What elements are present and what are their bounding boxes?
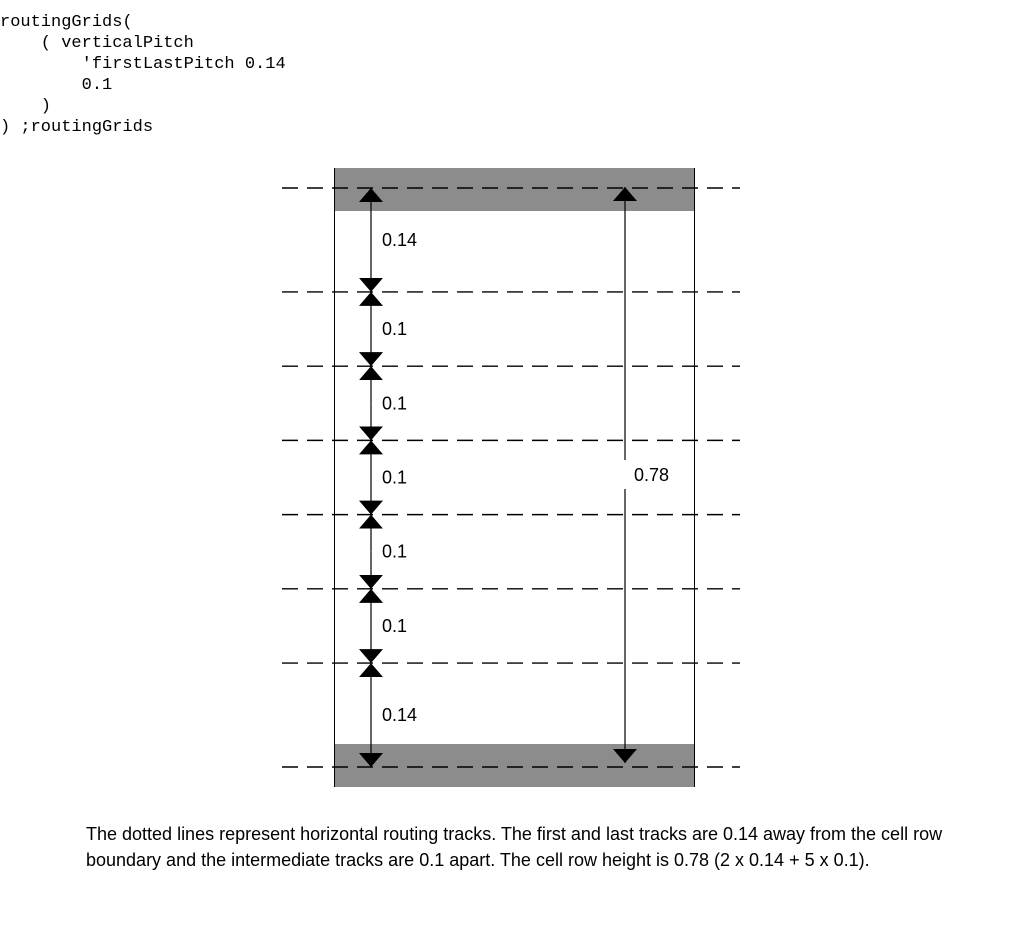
spacing-label: 0.1 bbox=[382, 467, 408, 488]
spacing-dimension bbox=[371, 515, 407, 589]
spacing-label: 0.1 bbox=[382, 615, 408, 636]
spacing-label: 0.14 bbox=[382, 705, 418, 726]
cell-row-bottom-boundary bbox=[334, 744, 695, 787]
spacing-label: 0.1 bbox=[382, 393, 408, 414]
code-line: ( verticalPitch bbox=[0, 34, 194, 53]
spacing-dimension bbox=[371, 589, 407, 663]
code-line: routingGrids( bbox=[0, 13, 133, 32]
spacing-label: 0.1 bbox=[382, 319, 408, 340]
code-line: ) ;routingGrids bbox=[0, 118, 154, 137]
spacing-dimension bbox=[371, 366, 407, 440]
spacing-dimension bbox=[371, 292, 407, 366]
cell-row-height-label: 0.78 bbox=[634, 465, 670, 485]
cell-row-top-boundary bbox=[334, 168, 695, 211]
routing-tracks bbox=[282, 188, 740, 767]
code-line: 'firstLastPitch 0.14 bbox=[0, 55, 286, 74]
code-line: 0.1 bbox=[0, 76, 113, 95]
spacing-dimension bbox=[371, 440, 407, 514]
spacing-label: 0.1 bbox=[382, 541, 408, 562]
figure-caption: The dotted lines represent horizontal routing tracks. The first and last tracks are 0.14 away from the cell row boundary and the intermediate tracks are 0.1 apart. The cell row height is 0.78 (2 x 0.14 + 5 x 0.1). bbox=[86, 824, 943, 870]
code-line: ) bbox=[0, 97, 52, 116]
spacing-dimensions bbox=[371, 188, 417, 767]
spacing-label: 0.14 bbox=[382, 229, 418, 250]
